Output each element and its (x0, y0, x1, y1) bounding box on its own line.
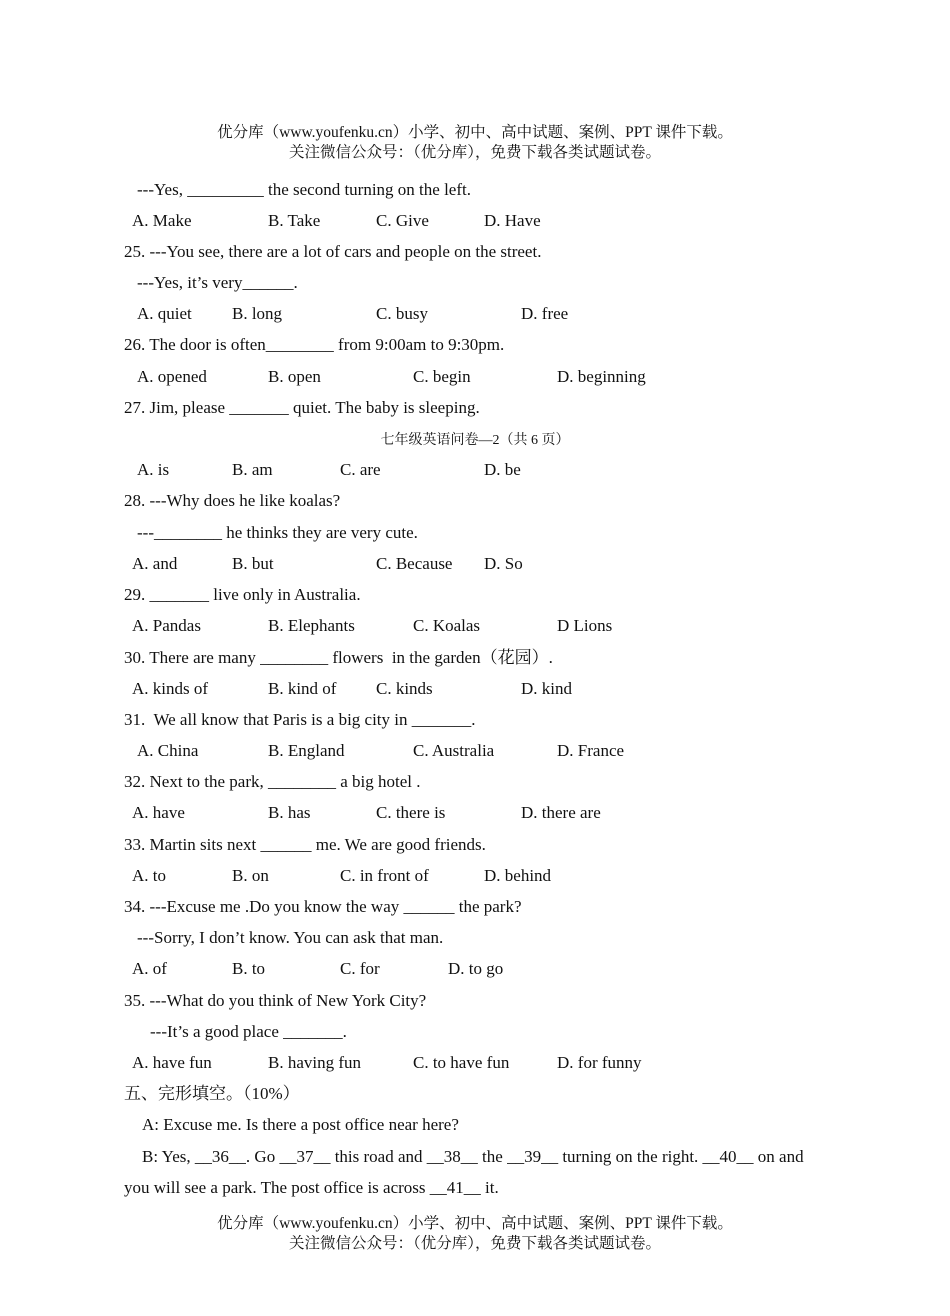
footer-line-1: 优分库（www.youfenku.cn）小学、初中、高中试题、案例、PPT 课件下载。 (217, 1215, 733, 1232)
q31-option-b: B. England (268, 741, 345, 760)
q34-option-c: C. for (340, 959, 380, 978)
cloze-line-c (124, 1177, 499, 1199)
q28-option-b: B. but (232, 554, 274, 573)
q33-stem: 33. Martin sits next ______ me. We are good friends. (124, 835, 486, 854)
cloze-text: the (477, 1147, 508, 1166)
cloze-text: this road and (330, 1147, 427, 1166)
footer-line-2: 关注微信公众号：（优分库），免费下载各类试题试卷。 (288, 1235, 661, 1252)
q30-option-d: D. kind (521, 679, 572, 698)
q25-stem: 25. ---You see, there are a lot of cars and people on the street. (124, 242, 542, 261)
q25-option-b: B. long (232, 304, 283, 323)
q30-option-a: A. kinds of (132, 679, 209, 698)
q33-option-a: A. to (132, 866, 166, 885)
q27-stem: 27. Jim, please _______ quiet. The baby is sleeping. (124, 398, 480, 417)
q34-option-b: B. to (232, 959, 266, 978)
q32-option-d: D. there are (521, 803, 601, 822)
q27-option-b: B. am (232, 460, 273, 479)
q33-option-b: B. on (232, 866, 269, 885)
q32-stem: 32. Next to the park, ________ a big hotel . (124, 772, 421, 791)
q24-option-b: B. Take (268, 211, 321, 230)
q24-option-d: D. Have (484, 211, 541, 230)
q34-stem: 34. ---Excuse me .Do you know the way ______ the park? (124, 897, 522, 916)
q32-option-a: A. have (132, 803, 185, 822)
q33-option-c: C. in front of (340, 866, 429, 885)
q31-option-a: A. China (137, 741, 199, 760)
cloze-text: on and (753, 1147, 804, 1166)
cloze-text: turning on the right. (558, 1147, 703, 1166)
q25-option-d: D. free (521, 304, 569, 323)
q30-stem: 30. There are many ________ flowers in the garden（花园）. (124, 648, 553, 667)
q33-option-d: D. behind (484, 866, 552, 885)
blank-36: __36__ (194, 1147, 246, 1166)
cloze-text: . Go (245, 1147, 280, 1166)
q28-option-c: C. Because (376, 554, 453, 573)
q29-option-a: A. Pandas (132, 616, 201, 635)
q34-option-a: A. of (132, 959, 167, 978)
cloze-line-b (142, 1146, 804, 1168)
cloze-text: you will see a park. The post office is across (124, 1178, 430, 1197)
q24-line: ---Yes, _________ the second turning on the left. (137, 180, 471, 199)
blank-41: __41__ (429, 1178, 481, 1197)
q25-line2: ---Yes, it’s very______. (137, 273, 298, 292)
q30-option-c: C. kinds (376, 679, 433, 698)
q26-option-b: B. open (268, 367, 321, 386)
q35-option-d: D. for funny (557, 1053, 642, 1072)
q35-option-a: A. have fun (132, 1053, 212, 1072)
section-5-title: 五、完形填空。（10%） (124, 1084, 300, 1103)
q29-option-c: C. Koalas (413, 616, 481, 635)
q28-stem: 28. ---Why does he like koalas? (124, 491, 341, 510)
header-line-1: 优分库（www.youfenku.cn）小学、初中、高中试题、案例、PPT 课件下载。 (217, 124, 733, 141)
q32-option-c: C. there is (376, 803, 446, 822)
q35-stem: 35. ---What do you think of New York City? (124, 991, 427, 1010)
q25-option-a: A. quiet (137, 304, 192, 323)
q28-line2: ---________ he thinks they are very cute. (137, 523, 418, 542)
q32-option-b: B. has (268, 803, 311, 822)
q31-option-c: C. Australia (413, 741, 495, 760)
q26-stem: 26. The door is often________ from 9:00am to 9:30pm. (124, 335, 505, 354)
blank-38: __38__ (426, 1147, 478, 1166)
q29-option-d: D Lions (557, 616, 613, 635)
blank-39: __39__ (507, 1147, 559, 1166)
q26-option-d: D. beginning (557, 367, 646, 386)
blank-37: __37__ (279, 1147, 331, 1166)
q27-option-d: D. be (484, 460, 521, 479)
q35-option-b: B. having fun (268, 1053, 362, 1072)
q34-line2: ---Sorry, I don’t know. You can ask that man. (137, 928, 444, 947)
q27-option-a: A. is (137, 460, 170, 479)
blank-40: __40__ (702, 1147, 754, 1166)
q31-option-d: D. France (557, 741, 625, 760)
q29-option-b: B. Elephants (268, 616, 355, 635)
q30-option-b: B. kind of (268, 679, 337, 698)
q26-option-c: C. begin (413, 367, 471, 386)
q24-option-a: A. Make (132, 211, 192, 230)
cloze-line-a: A: Excuse me. Is there a post office near here? (142, 1115, 459, 1134)
q34-option-d: D. to go (448, 959, 504, 978)
q29-stem: 29. _______ live only in Australia. (124, 585, 361, 604)
q25-option-c: C. busy (376, 304, 428, 323)
q35-line2: ---It’s a good place _______. (150, 1022, 347, 1041)
page-number-footer: 七年级英语问卷—2（共 6 页） (380, 433, 570, 448)
q26-option-a: A. opened (137, 367, 207, 386)
q24-option-c: C. Give (376, 211, 429, 230)
q28-option-d: D. So (484, 554, 523, 573)
q28-option-a: A. and (132, 554, 178, 573)
header-line-2: 关注微信公众号：（优分库），免费下载各类试题试卷。 (288, 144, 661, 161)
cloze-text: it. (480, 1178, 499, 1197)
q27-option-c: C. are (340, 460, 381, 479)
q31-stem: 31. We all know that Paris is a big city in _______. (124, 710, 476, 729)
q35-option-c: C. to have fun (413, 1053, 510, 1072)
cloze-text: B: Yes, (142, 1147, 195, 1166)
